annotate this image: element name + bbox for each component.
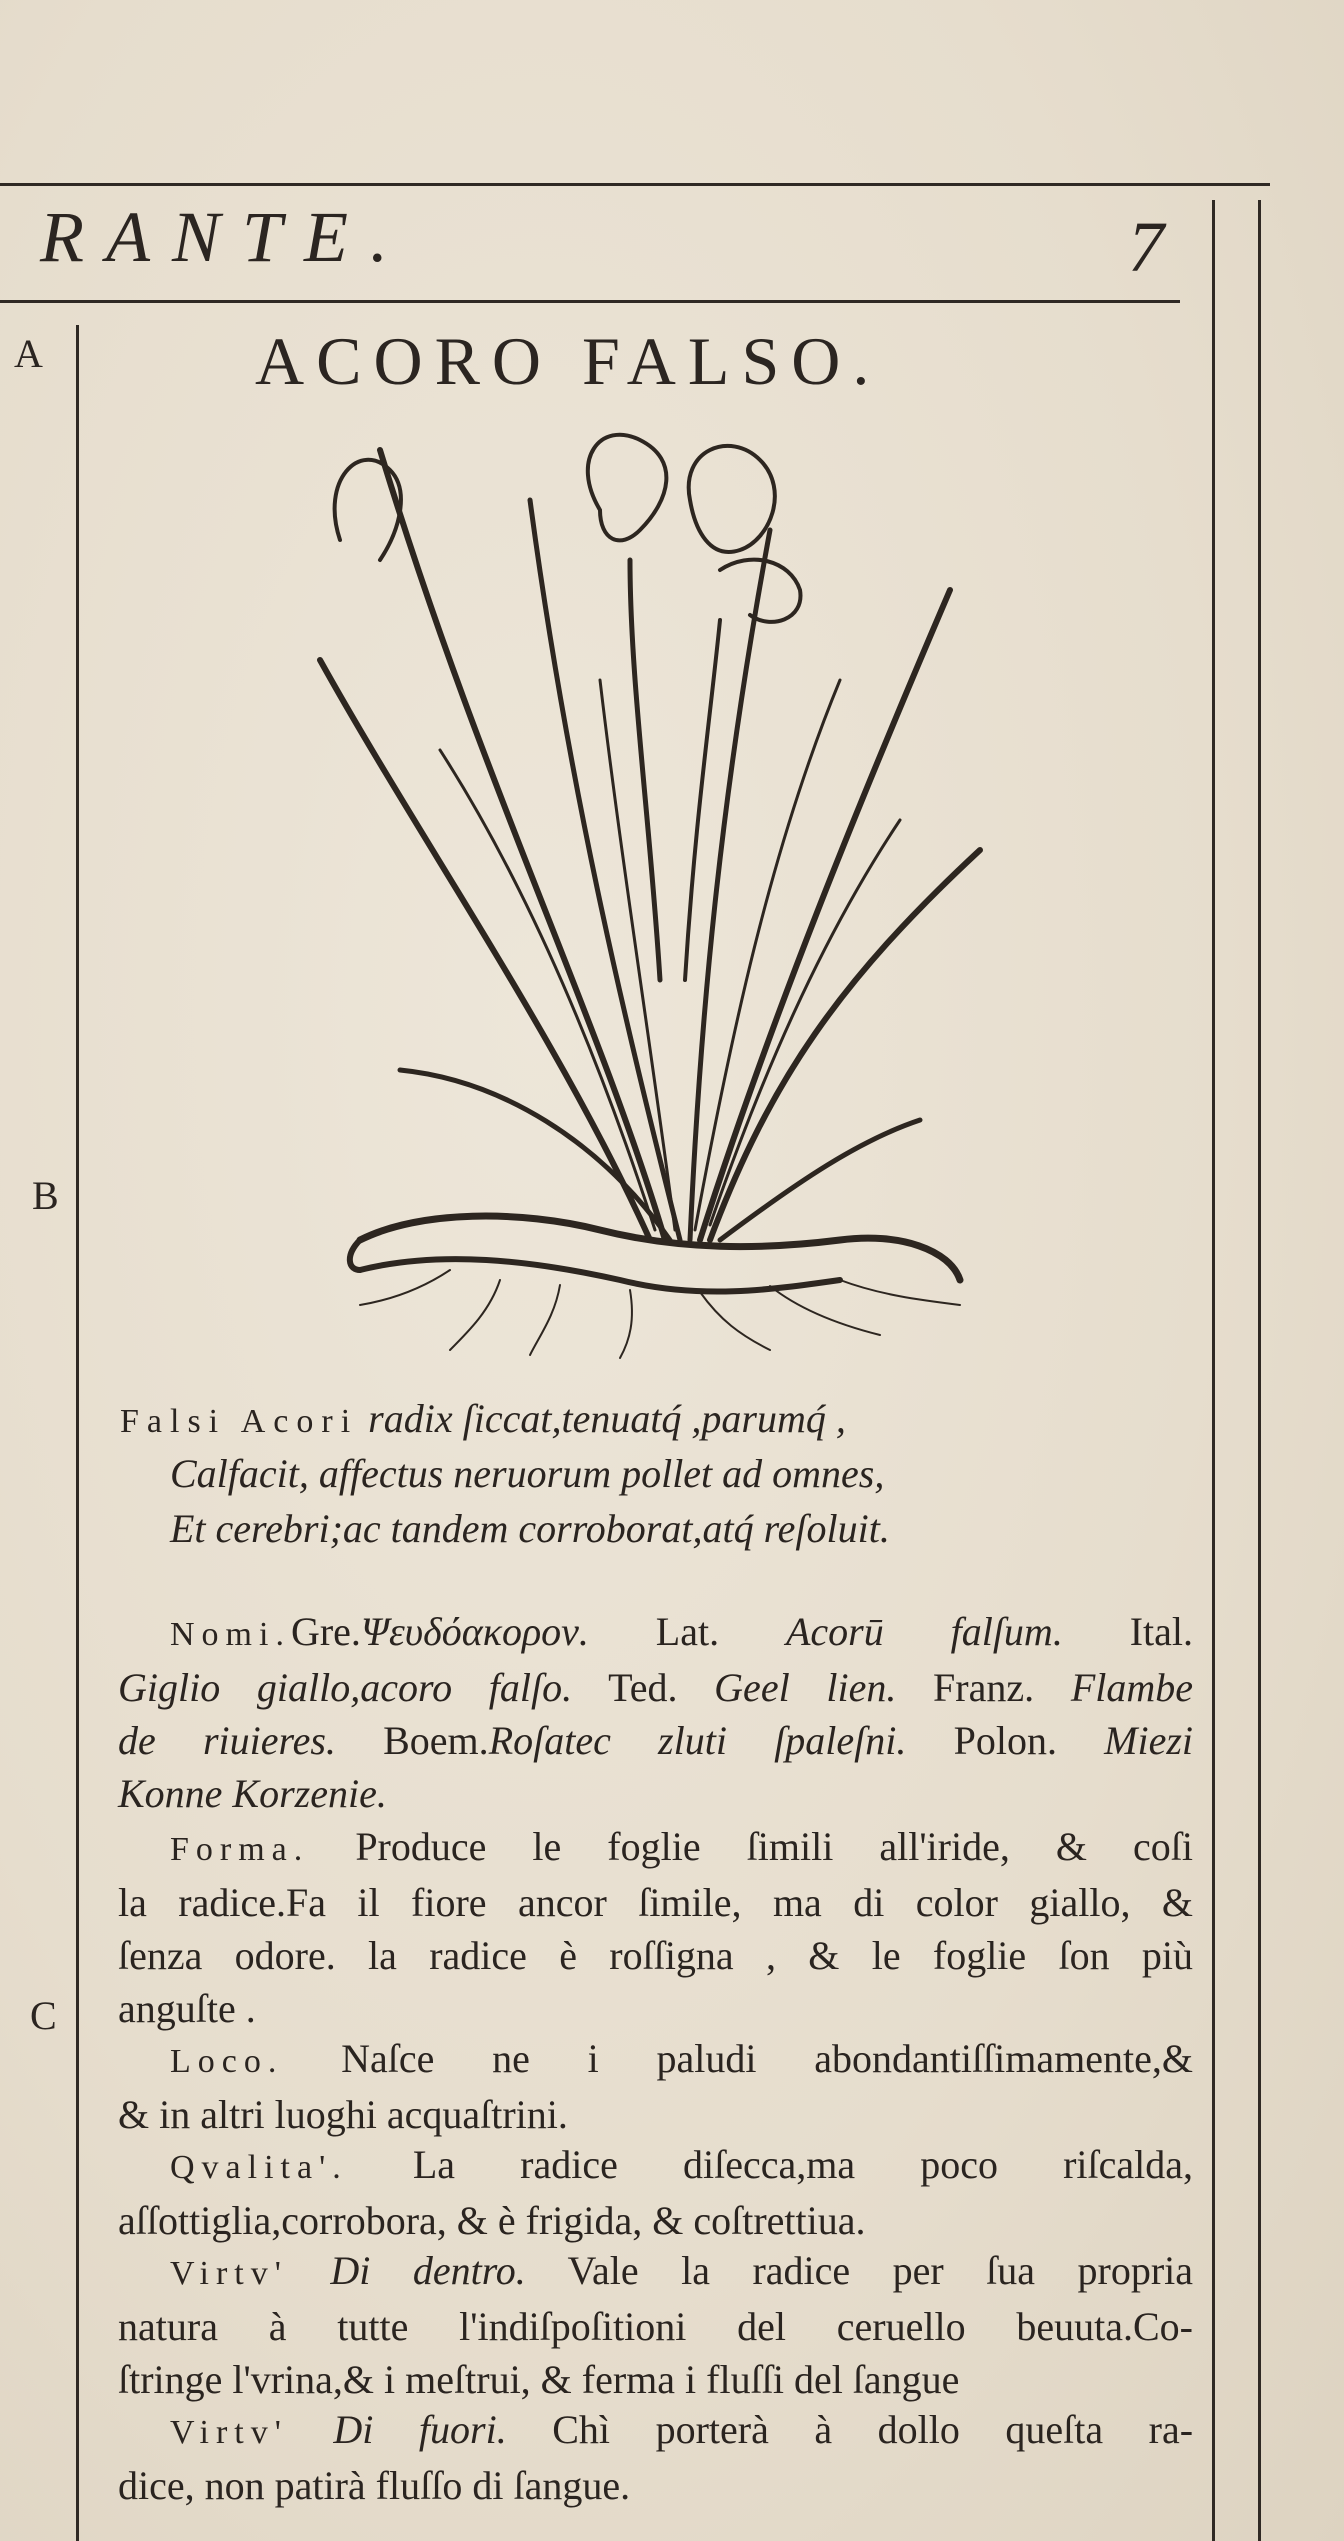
margin-letter-c: C: [30, 1993, 57, 2038]
nomi-line-1: Nomi.Gre.Ψευδόακορον. Lat. Acorū falſum. Ital.: [170, 1609, 1193, 1654]
running-head: RANTE.: [40, 197, 411, 277]
nomi-line-2: Giglio giallo,acoro falſo. Ted. Geel lien. Franz. Flambe: [118, 1665, 1193, 1710]
plant-title: ACORO FALSO.: [255, 323, 882, 399]
verse-text: Et cerebri;ac tandem corroborat,atq́ reſoluit.: [170, 1506, 890, 1551]
loco-paragraph: Loco. Naſce ne i paludi abondantiſſimamente,& & in altri luoghi acquaſtrini.: [118, 2036, 1193, 2137]
section-heading: Virtv': [170, 2255, 288, 2292]
head-rule: [0, 300, 1180, 303]
verse-lead: Falsi Acori: [120, 1403, 359, 1440]
outer-right-rule: [1258, 200, 1261, 2541]
margin-letter-a: A: [14, 331, 43, 376]
right-border-rule: [1212, 200, 1215, 2541]
section-heading: Loco.: [170, 2043, 284, 2080]
left-border-rule: [76, 325, 79, 2541]
verse-line-2: [170, 1450, 1230, 1497]
nomi-line-3: de riuieres. Boem.Roſatec zluti ſpaleſni. Polon. Miezi: [118, 1718, 1194, 1763]
verse-text: radix ſiccat,tenuatq́ ,parumq́ ,: [368, 1396, 846, 1441]
virtu-fuori-paragraph: Virtv' Di fuori. Chì porterà à dollo queſta ra- dice, non patirà fluſſo di ſangue.: [118, 2407, 1194, 2508]
page-number: 7: [1128, 207, 1164, 287]
section-heading: Forma.: [170, 1831, 310, 1868]
verse-line-1: [120, 1395, 1180, 1442]
section-heading: Qvalita'.: [170, 2149, 348, 2186]
forma-paragraph: Forma. Produce le foglie ſimili all'iride, & coſi la radice.Fa il fiore ancor ſimile, ma di color giallo, & ſenza odore. la radice è roſſigna , & le foglie ſon più anguſte .: [118, 1824, 1193, 2031]
nomi-line-4: Konne Korzenie.: [118, 1771, 387, 1816]
section-heading: Nomi.: [170, 1616, 291, 1653]
nomi-paragraph: [118, 1605, 1193, 1820]
iris-woodcut-illustration: [300, 420, 1000, 1360]
virtu-dentro-paragraph: Virtv' Di dentro. Vale la radice per ſua propria natura à tutte l'indiſpoſitioni del ceruello beuuta.Co- ſtringe l'vrina,& i meſtrui, & ferma i fluſſi del ſangue: [118, 2248, 1194, 2402]
verse-line-3: [170, 1505, 1230, 1552]
section-heading: Virtv': [170, 2414, 288, 2451]
margin-letter-b: B: [32, 1173, 59, 1218]
verse-text: Calfacit, affectus neruorum pollet ad omnes,: [170, 1451, 885, 1496]
qualita-paragraph: Qvalita'. La radice diſecca,ma poco riſcalda, aſſottiglia,corrobora, & è frigida, & coſtrettiua.: [118, 2142, 1193, 2243]
top-rule: [0, 183, 1270, 186]
